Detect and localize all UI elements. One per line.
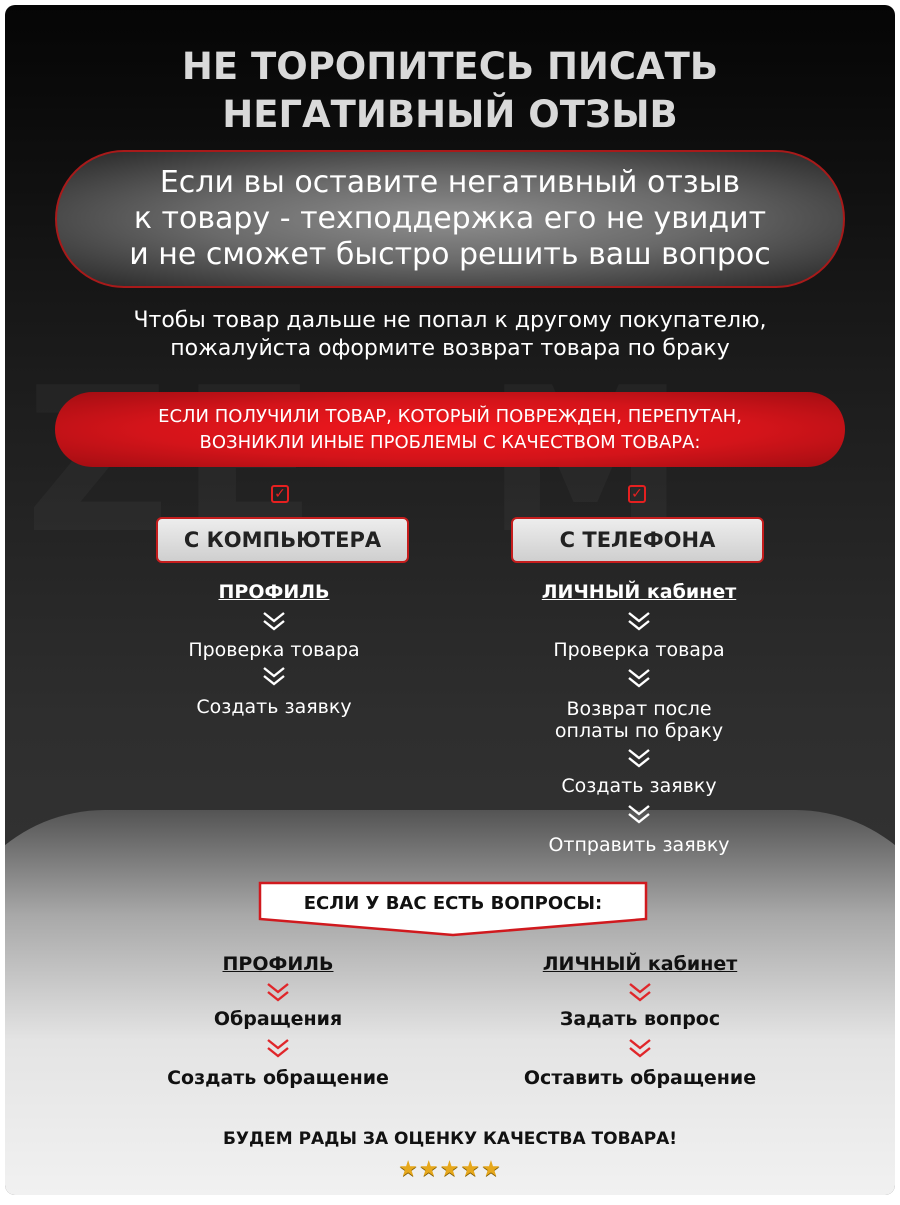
double-chevron-down-icon [626,803,652,825]
double-chevron-down-icon [626,747,652,769]
infographic-card [5,5,895,1195]
phone-step-1: Проверка товара [553,639,725,661]
computer-heading: ПРОФИЛЬ [218,581,330,603]
double-chevron-down-icon [627,1037,653,1059]
computer-step-1: Проверка товара [188,639,360,661]
red-notice: ЕСЛИ ПОЛУЧИЛИ ТОВАР, КОТОРЫЙ ПОВРЕЖДЕН, ПЕРЕПУТАН, ВОЗНИКЛИ ИНЫЕ ПРОБЛЕМЫ С КАЧЕСТВОМ ТОВАРА: [55,392,845,467]
checkbox-icon: ✓ [271,485,289,503]
questions-right-step-2: Оставить обращение [523,1067,757,1089]
footer-text: БУДЕМ РАДЫ ЗА ОЦЕНКУ КАЧЕСТВА ТОВАРА! [222,1129,678,1149]
phone-step-2b: оплаты по браку [554,720,724,742]
questions-left-heading: ПРОФИЛЬ [222,953,334,975]
checkbox-icon: ✓ [628,485,646,503]
computer-step-2: Создать заявку [196,696,352,718]
questions-left-step-2: Создать обращение [167,1067,389,1089]
questions-right-step-1: Задать вопрос [559,1008,721,1030]
page-title: НЕ ТОРОПИТЕСЬ ПИСАТЬ НЕГАТИВНЫЙ ОТЗЫВ [181,45,719,136]
double-chevron-down-icon [265,1037,291,1059]
questions-left-step-1: Обращения [213,1008,343,1030]
phone-step-2: Возврат после [566,698,712,720]
double-chevron-down-icon [627,981,653,1003]
phone-step-3: Создать заявку [561,775,717,797]
questions-right-heading: ЛИЧНЫЙ кабинет [542,953,738,975]
computer-column [139,575,409,735]
questions-right-column [505,947,775,1097]
subtitle: Чтобы товар дальше не попал к другому покупателю, пожалуйста оформите возврат товара по браку [133,308,767,361]
double-chevron-down-icon [626,667,652,689]
questions-left-column [143,947,413,1097]
computer-button: С КОМПЬЮТЕРА [156,517,409,563]
double-chevron-down-icon [261,665,287,687]
phone-heading: ЛИЧНЫЙ кабинет [541,581,737,603]
double-chevron-down-icon [265,981,291,1003]
questions-banner: ЕСЛИ У ВАС ЕСТЬ ВОПРОСЫ: [303,892,603,914]
double-chevron-down-icon [626,610,652,632]
phone-step-4: Отправить заявку [548,834,730,856]
rating-stars-icon: ★★★★★ [398,1157,502,1182]
phone-column [504,575,774,865]
phone-button: С ТЕЛЕФОНА [511,517,764,563]
double-chevron-down-icon [261,610,287,632]
warning-pill: Если вы оставите негативный отзыв к товару - техподдержка его не увидит и не сможет быстро решить ваш вопрос [55,150,845,288]
